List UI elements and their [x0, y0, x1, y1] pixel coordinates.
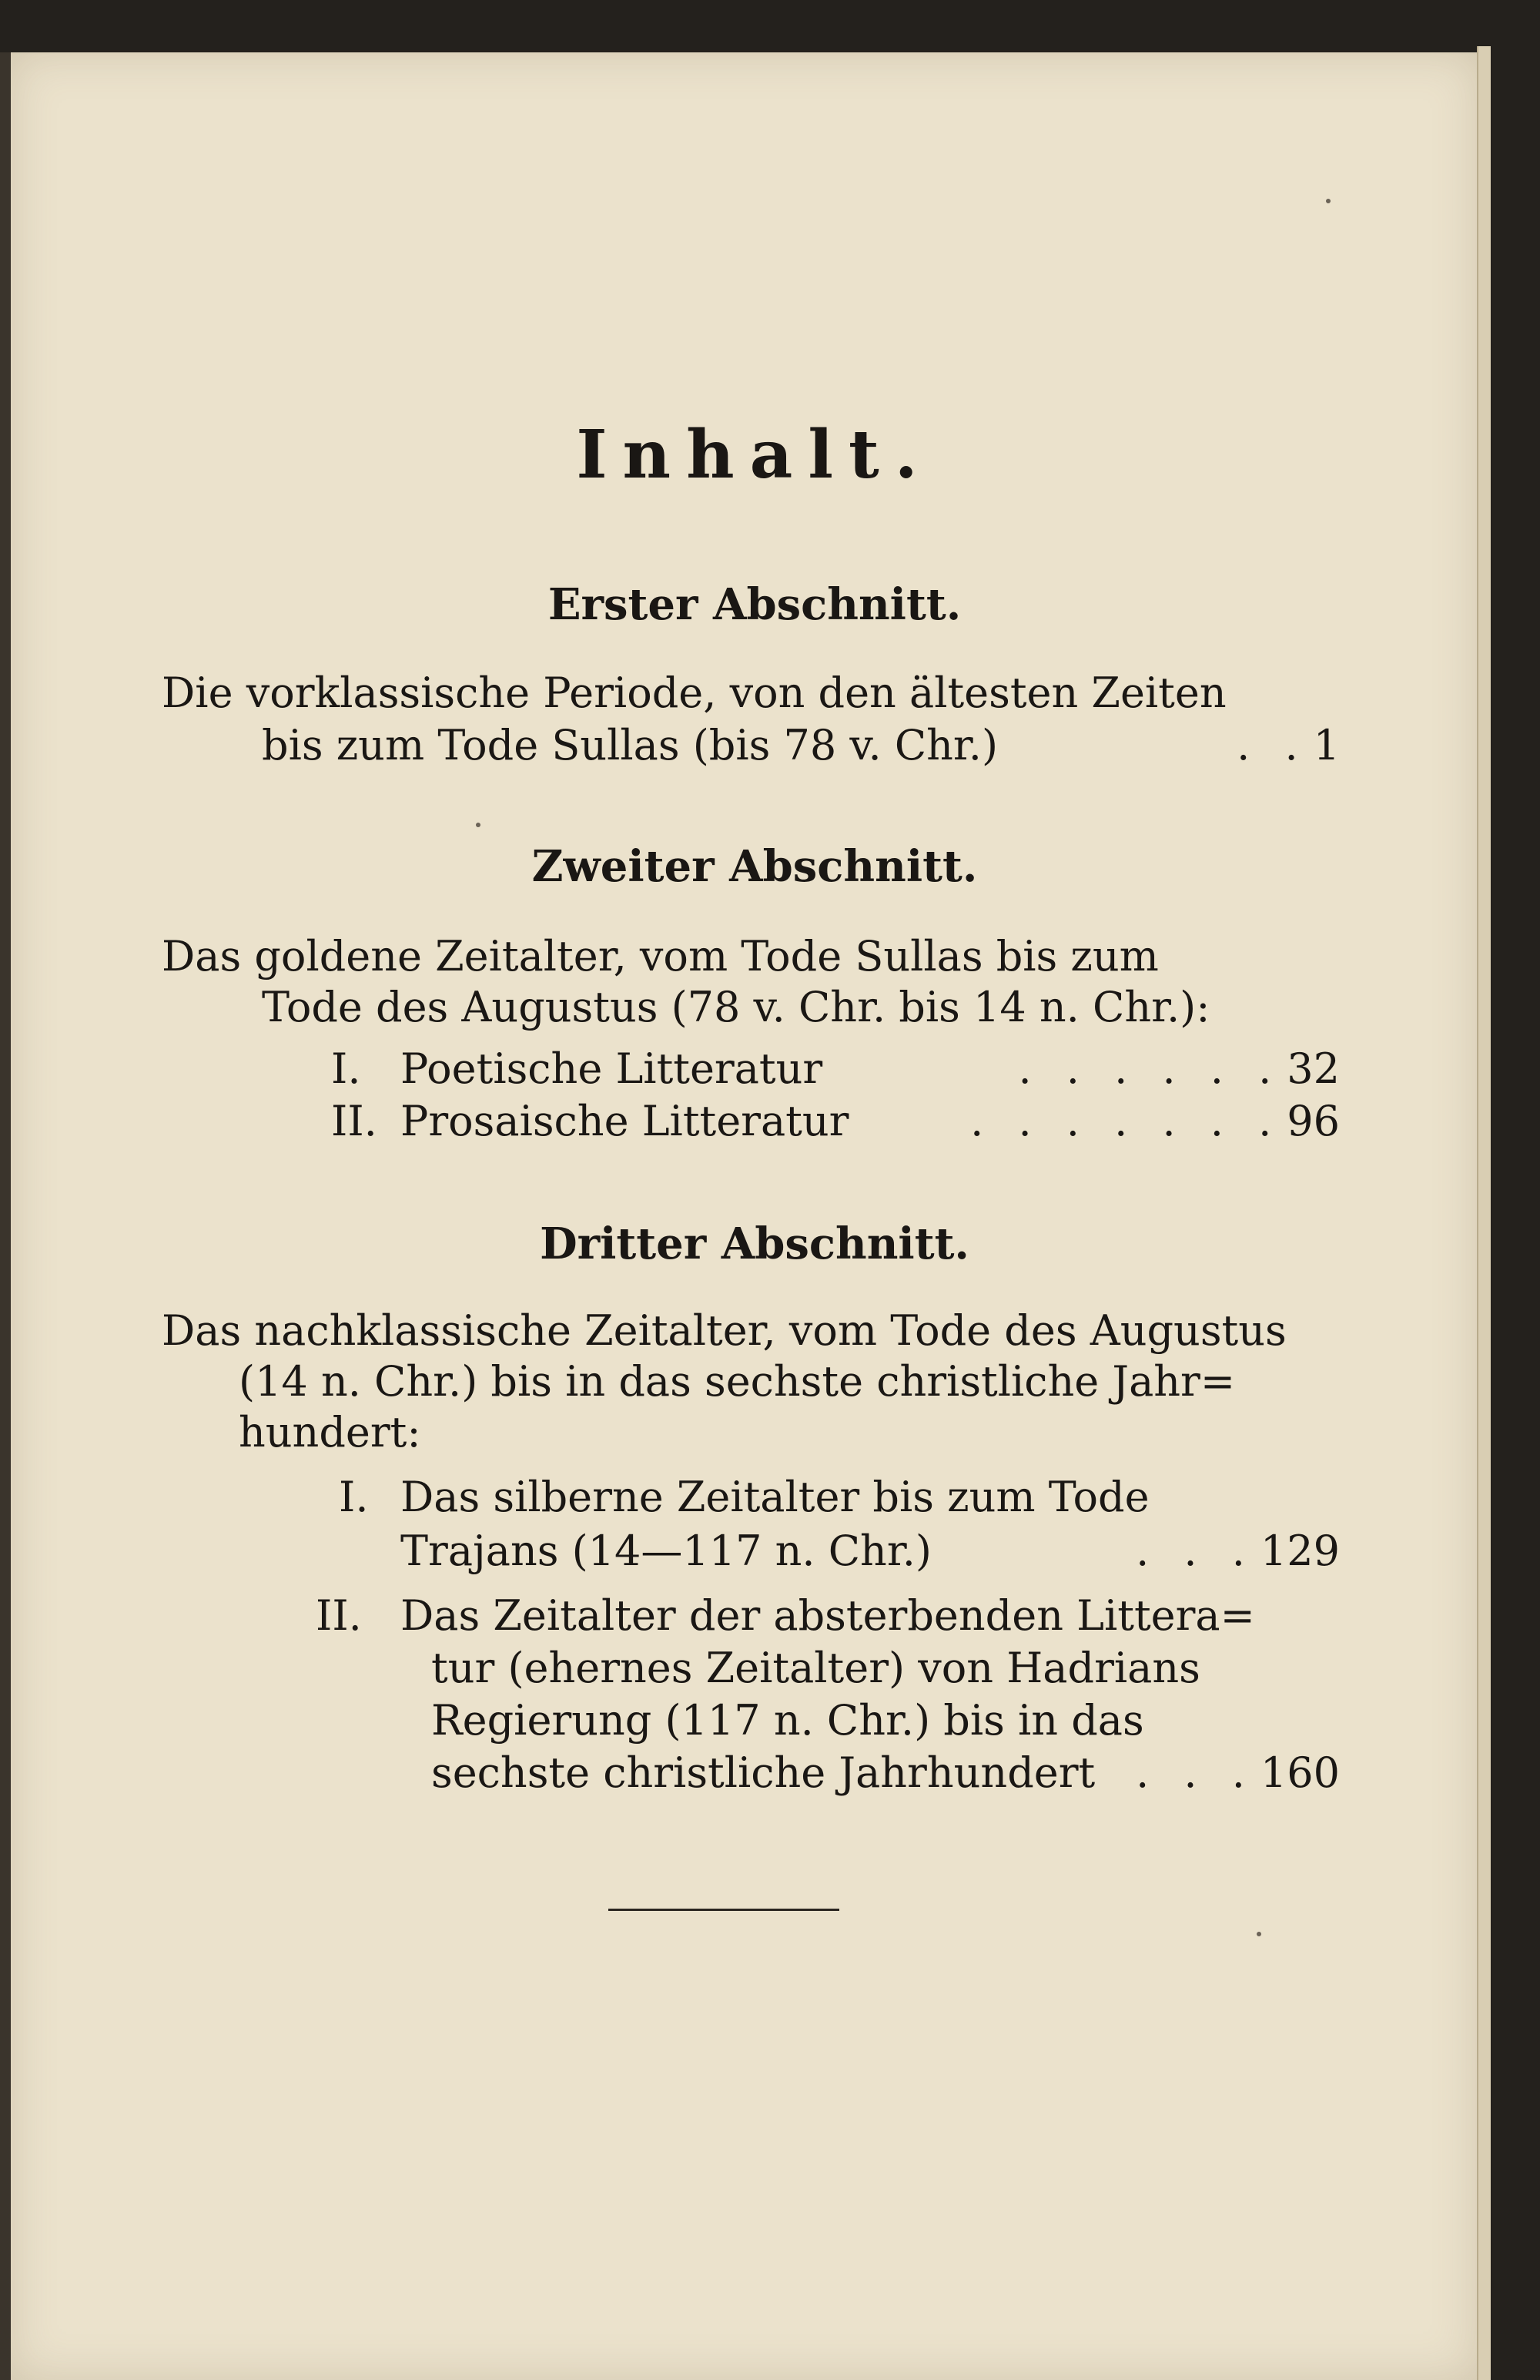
section2-desc-line2: Tode des Augustus (78 v. Chr. bis 14 n. Chr.): — [262, 983, 1210, 1031]
closing-rule — [608, 1909, 839, 1911]
section1-desc-line2: bis zum Tode Sullas (bis 78 v. Chr.) — [262, 721, 999, 769]
entry-label-line4: sechste christliche Jahrhundert — [431, 1748, 1096, 1797]
entry-label-line1: Das Zeitalter der absterbenden Littera= — [400, 1591, 1255, 1640]
leader-dots: . . . . . . . — [970, 1097, 1283, 1145]
paper-speck — [1257, 1932, 1261, 1936]
page-number: 96 — [1287, 1097, 1340, 1145]
section2-desc-line1: Das goldene Zeitalter, vom Tode Sullas bis zum — [162, 932, 1159, 980]
page-title: Inhalt. — [576, 416, 933, 494]
page-number: 160 — [1260, 1748, 1340, 1797]
entry-numeral: I. — [331, 1044, 361, 1093]
section1-entry — [262, 721, 1340, 769]
toc-entry — [400, 1527, 1340, 1575]
page-edge-right — [1477, 46, 1491, 2380]
paper-speck — [1326, 199, 1331, 203]
section3-desc-line1: Das nachklassische Zeitalter, vom Tode des Augustus — [162, 1306, 1287, 1355]
entry-label-line2: Trajans (14—117 n. Chr.) — [400, 1527, 932, 1575]
entry-label-line1: Das silberne Zeitalter bis zum Tode — [400, 1473, 1150, 1521]
page-number: 32 — [1287, 1044, 1340, 1093]
section2-heading: Zweiter Abschnitt. — [531, 841, 978, 892]
book-page — [11, 52, 1478, 2380]
entry-label: Poetische Litteratur — [400, 1044, 823, 1093]
paper-speck — [476, 823, 480, 827]
leader-dots: . . — [1237, 721, 1309, 769]
toc-entry — [331, 1097, 1340, 1145]
toc-entry — [331, 1044, 1340, 1093]
entry-label: Prosaische Litteratur — [400, 1097, 849, 1145]
entry-label-line3: Regierung (117 n. Chr.) bis in das — [431, 1696, 1144, 1745]
page-number: 1 — [1313, 721, 1340, 769]
entry-numeral: I. — [339, 1473, 369, 1521]
entry-label-line2: tur (ehernes Zeitalter) von Hadrians — [431, 1644, 1200, 1692]
leader-dots: . . . . . . — [1018, 1044, 1283, 1093]
section3-heading: Dritter Abschnitt. — [540, 1218, 969, 1269]
leader-dots: . . . — [1136, 1748, 1256, 1797]
toc-entry — [431, 1748, 1340, 1797]
entry-numeral: II. — [331, 1097, 377, 1145]
leader-dots: . . . — [1136, 1527, 1256, 1575]
section1-heading: Erster Abschnitt. — [547, 579, 962, 630]
section3-desc-line2: (14 n. Chr.) bis in das sechste christliche Jahr= — [239, 1357, 1236, 1406]
page-number: 129 — [1260, 1527, 1340, 1575]
section1-desc-line1: Die vorklassische Periode, von den ältesten Zeiten — [162, 669, 1227, 717]
section3-desc-line3: hundert: — [239, 1408, 421, 1456]
entry-numeral: II. — [316, 1591, 362, 1640]
